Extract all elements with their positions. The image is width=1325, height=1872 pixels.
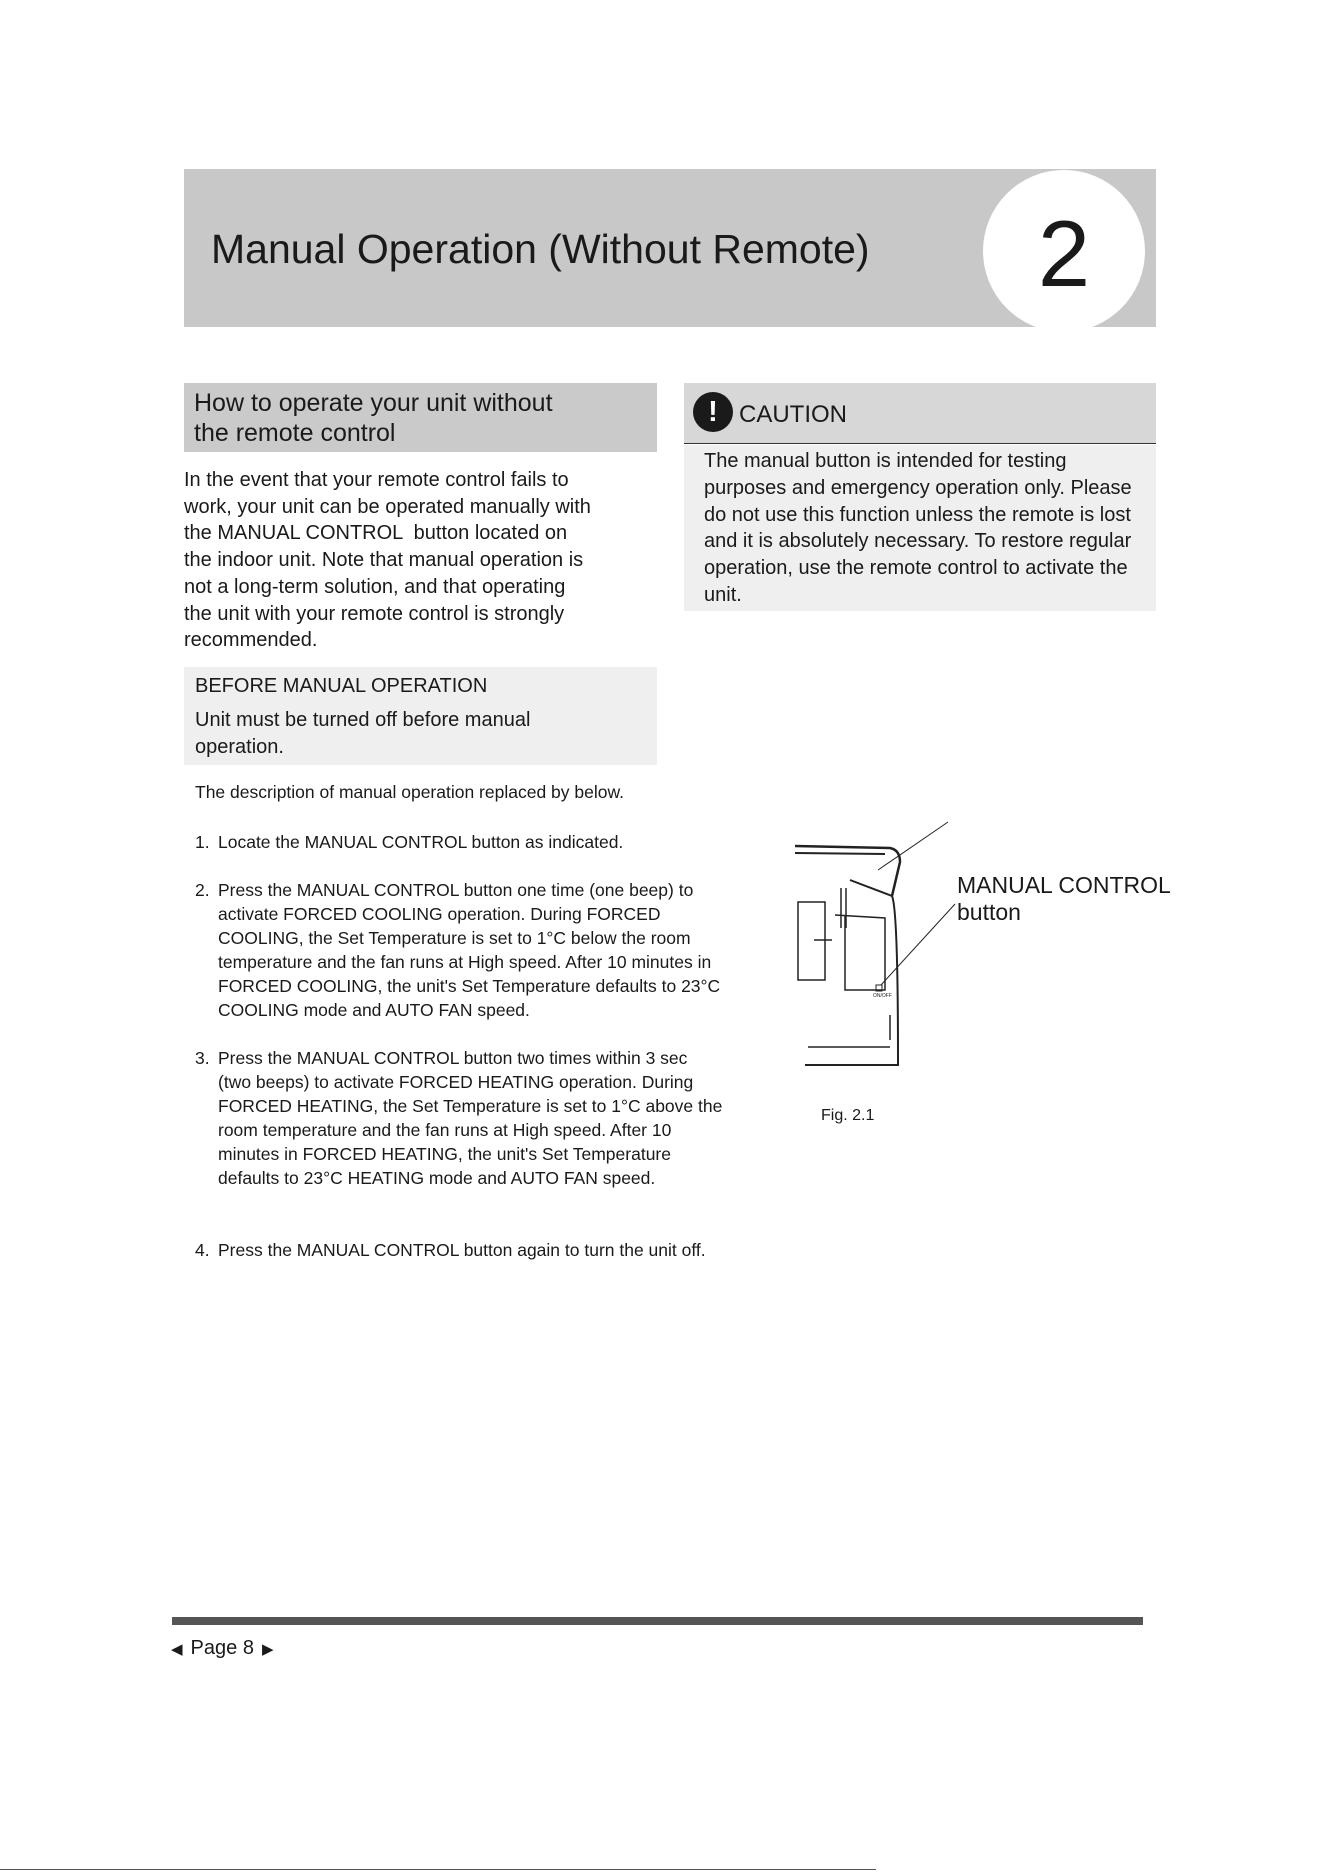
section-heading [184, 383, 657, 452]
intro-paragraph [184, 467, 654, 654]
description-note: The description of manual operation replaced by below. [195, 782, 625, 802]
caution-title: CAUTION [739, 401, 847, 428]
on-off-label: ON/OFF [873, 993, 892, 999]
intro-line: the MANUAL CONTROL button located on [184, 522, 568, 545]
before-operation-text: Unit must be turned off before manual operation. [195, 709, 531, 758]
section-heading-line-1: How to operate your unit without [194, 389, 553, 417]
intro-line: work, your unit can be operated manually with [184, 495, 591, 518]
intro-line: not a long-term solution, and that operating [184, 575, 566, 598]
chapter-title: Manual Operation (Without Remote) [211, 226, 870, 272]
step-text: Press the MANUAL CONTROL button two times within 3 sec (two beeps) to activate FORCED HEATING operation. During FORCED HEATING, the Set Temperature is set to 1°C above the room temperature and the fan runs at High speed. After 10 minutes in FORCED HEATING, the unit's Set Temperature defaults to 23°C HEATING mode and AUTO FAN speed. [218, 1048, 723, 1188]
step-number: 1. [195, 832, 210, 852]
intro-line: the indoor unit. Note that manual operation is [184, 549, 584, 572]
intro-line: the unit with your remote control is strongly [184, 602, 565, 625]
step-number: 2. [195, 880, 210, 900]
figure-caption: Fig. 2.1 [821, 1107, 875, 1124]
step-number: 4. [195, 1240, 210, 1260]
page-navigation [171, 1637, 273, 1660]
chapter-number-badge [983, 170, 1145, 332]
step-item [195, 1238, 725, 1262]
chapter-number: 2 [1037, 201, 1091, 306]
intro-line: In the event that your remote control fails to [184, 469, 569, 491]
step-text: Locate the MANUAL CONTROL button as indicated. [218, 832, 624, 852]
figure-label: MANUAL CONTROL [957, 872, 1171, 898]
section-heading-line-2: the remote control [194, 419, 396, 447]
intro-line: recommended. [184, 629, 318, 652]
before-operation-title: BEFORE MANUAL OPERATION [195, 675, 488, 697]
indoor-unit-illustration [780, 800, 960, 1090]
footer-rule [172, 1617, 1143, 1625]
step-number: 3. [195, 1048, 210, 1068]
figure-label: button [957, 899, 1021, 925]
exclamation-icon: ! [693, 392, 733, 432]
page-number: Page 8 [190, 1637, 254, 1659]
next-page-icon[interactable]: ▶ [261, 1640, 274, 1658]
bottom-edge-line [0, 1869, 876, 1870]
caution-text: The manual button is intended for testing purposes and emergency operation only. Please do not use this function unless the remote is lost and it is absolutely necessary. To restore regular operation, use the remote control to activate the unit. [684, 445, 1156, 611]
step-item [195, 1046, 725, 1190]
step-text: Press the MANUAL CONTROL button one time (one beep) to activate FORCED COOLING operation. During FORCED COOLING, the Set Temperature is set to 1°C below the room temperature and the fan runs at High speed. After 10 minutes in FORCED COOLING, the unit's Set Temperature defaults to 23°C COOLING mode and AUTO FAN speed. [218, 880, 721, 1020]
step-item [195, 878, 725, 1022]
step-text: Press the MANUAL CONTROL button again to turn the unit off. [218, 1240, 706, 1260]
before-operation-note [184, 667, 657, 765]
step-item [195, 830, 725, 854]
previous-page-icon[interactable]: ◀ [171, 1640, 183, 1658]
